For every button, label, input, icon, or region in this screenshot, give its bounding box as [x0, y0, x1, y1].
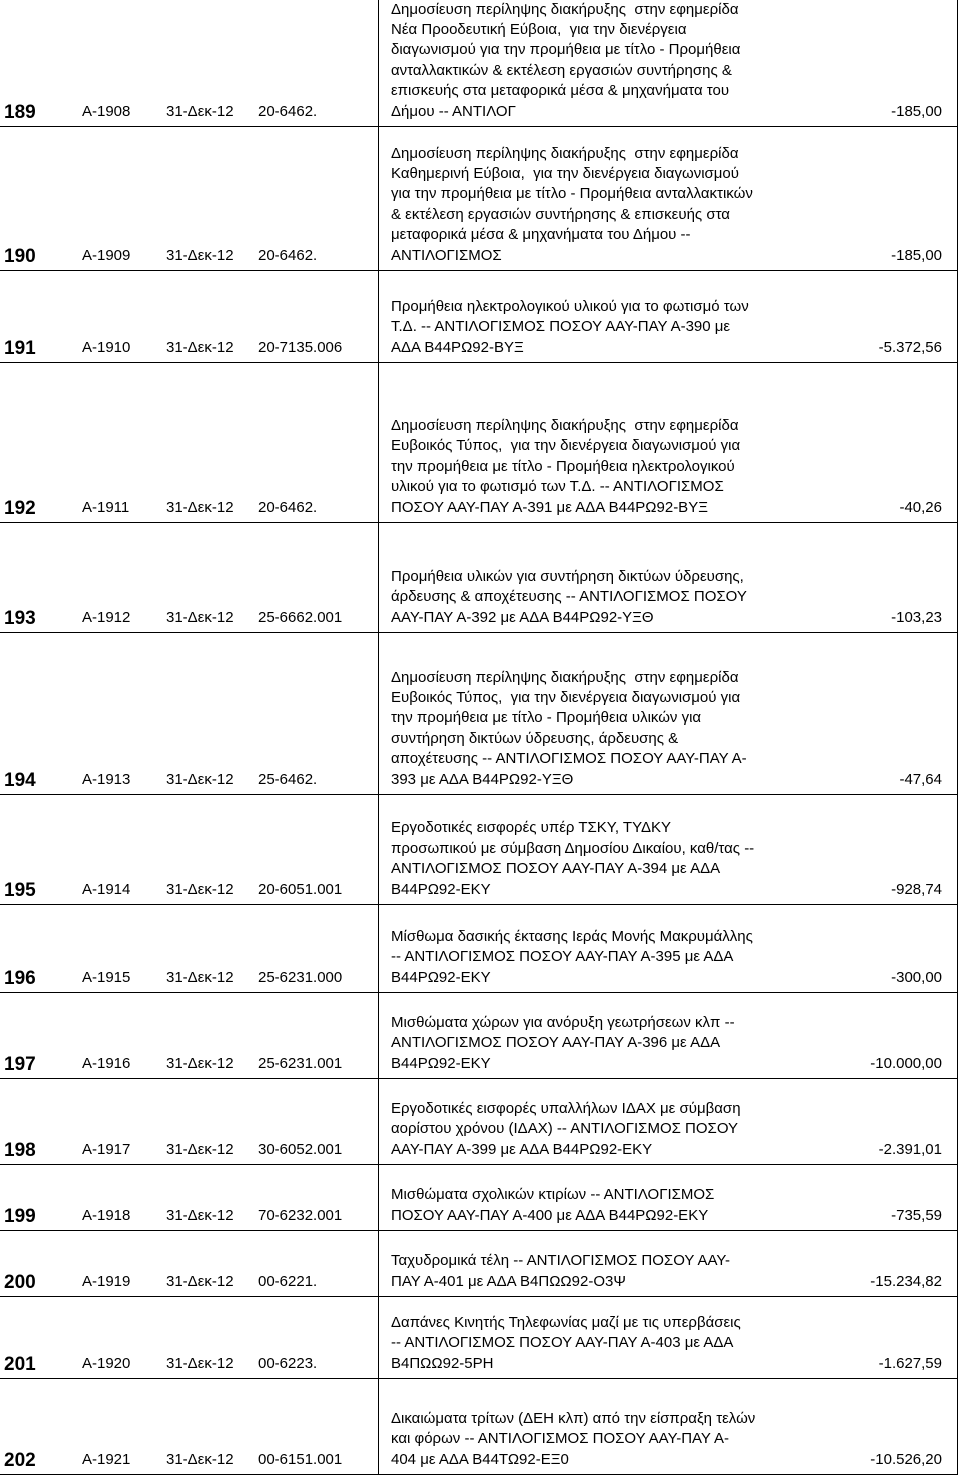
entry-description: Μίσθωμα δασικής έκτασης Ιεράς Μονής Μακρυμάλλης -- ΑΝΤΙΛΟΓΙΣΜΟΣ ΠΟΣΟΥ ΑΑΥ-ΠΑΥ Α-395 με ΑΔΑ Β44ΡΩ92-ΕΚΥ: [391, 927, 753, 986]
entry-date: 31-Δεκ-12: [166, 1451, 234, 1468]
entry-amount: -103,23: [891, 609, 942, 626]
entry-number: 189: [4, 102, 36, 123]
entry-description: Εργοδοτικές εισφορές υπαλλήλων ΙΔΑΧ με σύμβαση αορίστου χρόνου (ΙΔΑΧ) -- ΑΝΤΙΛΟΓΙΣΜΟΣ ΠΟΣΟΥ ΑΑΥ-ΠΑΥ Α-399 με ΑΔΑ Β44ΡΩ92-ΕΚΥ: [391, 1099, 741, 1158]
reference-code: Α-1920: [82, 1355, 131, 1372]
account-code: 00-6151.001: [258, 1451, 343, 1468]
entry-description: Δικαιώματα τρίτων (ΔΕΗ κλπ) από την είσπραξη τελών και φόρων -- ΑΝΤΙΛΟΓΙΣΜΟΣ ΠΟΣΟΥ ΑΑΥ-ΠΑΥ Α- 404 με ΑΔΑ Β44ΤΩ92-ΕΞ0: [391, 1409, 756, 1468]
entry-date: 31-Δεκ-12: [166, 1141, 234, 1158]
entry-number: 194: [4, 770, 36, 791]
entry-amount: -5.372,56: [878, 339, 942, 356]
ledger-row: [0, 904, 958, 993]
ledger-row: [0, 632, 958, 795]
entry-number: 190: [4, 246, 36, 267]
entry-date: 31-Δεκ-12: [166, 1055, 234, 1072]
account-code: 25-6662.001: [258, 609, 343, 626]
entry-number: 198: [4, 1140, 36, 1161]
account-code: 20-7135.006: [258, 339, 343, 356]
account-code: 25-6462.: [258, 771, 318, 788]
reference-code: Α-1910: [82, 339, 131, 356]
entry-amount: -185,00: [891, 247, 942, 264]
reference-code: Α-1916: [82, 1055, 131, 1072]
entry-amount: -40,26: [899, 499, 942, 516]
ledger-row: [0, 1164, 958, 1231]
ledger-row: [0, 362, 958, 523]
entry-amount: -735,59: [891, 1207, 942, 1224]
entry-amount: -300,00: [891, 969, 942, 986]
entry-date: 31-Δεκ-12: [166, 339, 234, 356]
account-code: 25-6231.000: [258, 969, 343, 986]
entry-number: 195: [4, 880, 36, 901]
reference-code: Α-1908: [82, 103, 131, 120]
entry-date: 31-Δεκ-12: [166, 1273, 234, 1290]
entry-description: Δαπάνες Κινητής Τηλεφωνίας μαζί με τις υπερβάσεις -- ΑΝΤΙΛΟΓΙΣΜΟΣ ΠΟΣΟΥ ΑΑΥ-ΠΑΥ Α-403 με ΑΔΑ Β4ΠΩΩ92-5ΡΗ: [391, 1313, 741, 1372]
entry-number: 191: [4, 338, 36, 359]
account-code: 00-6223.: [258, 1355, 318, 1372]
entry-number: 199: [4, 1206, 36, 1227]
entry-date: 31-Δεκ-12: [166, 771, 234, 788]
entry-date: 31-Δεκ-12: [166, 609, 234, 626]
entry-amount: -47,64: [899, 771, 942, 788]
entry-amount: -185,00: [891, 103, 942, 120]
entry-number: 201: [4, 1354, 36, 1375]
entry-number: 200: [4, 1272, 36, 1293]
reference-code: Α-1911: [82, 499, 130, 516]
entry-number: 197: [4, 1054, 36, 1075]
entry-amount: -2.391,01: [878, 1141, 942, 1158]
ledger-row: [0, 794, 958, 905]
entry-description: Εργοδοτικές εισφορές υπέρ ΤΣΚΥ, ΤΥΔΚΥ προσωπικού με σύμβαση Δημοσίου Δικαίου, καθ/τας -- ΑΝΤΙΛΟΓΙΣΜΟΣ ΠΟΣΟΥ ΑΑΥ-ΠΑΥ Α-394 με ΑΔΑ Β44ΡΩ92-ΕΚΥ: [391, 819, 755, 898]
ledger-row: [0, 1230, 958, 1297]
reference-code: Α-1915: [82, 969, 131, 986]
reference-code: Α-1913: [82, 771, 131, 788]
ledger-row: [0, 1078, 958, 1165]
entry-date: 31-Δεκ-12: [166, 881, 234, 898]
account-code: 20-6051.001: [258, 881, 343, 898]
entry-date: 31-Δεκ-12: [166, 499, 234, 516]
entry-description: Δημοσίευση περίληψης διακήρυξης στην εφημερίδα Ευβοικός Τύπος, για την διενέργεια διαγωνισμού για την προμήθεια με τίτλο - Προμήθεια υλικών για συντήρηση δικτύων ύδρευσης, άρδευσης & αποχέτευσης -- ΑΝΤΙΛΟΓΙΣΜΟΣ ΠΟΣΟΥ ΑΑΥ-ΠΑΥ Α- 393 με ΑΔΑ Β44ΡΩ92-ΥΞΘ: [391, 668, 747, 788]
ledger-row: [0, 270, 958, 363]
entry-number: 193: [4, 608, 36, 629]
entry-number: 202: [4, 1450, 36, 1471]
reference-code: Α-1918: [82, 1207, 131, 1224]
entry-date: 31-Δεκ-12: [166, 103, 234, 120]
entry-amount: -1.627,59: [878, 1355, 942, 1372]
reference-code: Α-1909: [82, 247, 131, 264]
account-code: 00-6221.: [258, 1273, 318, 1290]
account-code: 20-6462.: [258, 247, 318, 264]
entry-date: 31-Δεκ-12: [166, 1207, 234, 1224]
ledger-row: [0, 522, 958, 633]
entry-description: Δημοσίευση περίληψης διακήρυξης στην εφημερίδα Καθημερινή Εύβοια, για την διενέργεια διαγωνισμού για την προμήθεια με τίτλο - Προμήθεια ανταλλακτικών & εκτέλεση εργασιών συντήρησης & επισκευής στα μεταφορικά μέσα & μηχανήματα του Δήμου -- ΑΝΤΙΛΟΓΙΣΜΟΣ: [391, 144, 753, 264]
reference-code: Α-1921: [82, 1451, 131, 1468]
entry-description: Μισθώματα χώρων για ανόρυξη γεωτρήσεων κλπ -- ΑΝΤΙΛΟΓΙΣΜΟΣ ΠΟΣΟΥ ΑΑΥ-ΠΑΥ Α-396 με ΑΔΑ Β44ΡΩ92-ΕΚΥ: [391, 1013, 735, 1072]
ledger-row: [0, 126, 958, 271]
entry-amount: -10.526,20: [870, 1451, 942, 1468]
account-code: 25-6231.001: [258, 1055, 343, 1072]
reference-code: Α-1914: [82, 881, 131, 898]
ledger-row: [0, 1296, 958, 1379]
entry-description: Δημοσίευση περίληψης διακήρυξης στην εφημερίδα Ευβοικός Τύπος, για την διενέργεια διαγωνισμού για την προμήθεια με τίτλο - Προμήθεια ηλεκτρολογικού υλικού για το φωτισμό των Τ.Δ. -- ΑΝΤΙΛΟΓΙΣΜΟΣ ΠΟΣΟΥ ΑΑΥ-ΠΑΥ Α-391 με ΑΔΑ Β44ΡΩ92-ΒΥΞ: [391, 416, 741, 516]
ledger-row: [0, 0, 958, 127]
ledger-row: [0, 1378, 958, 1475]
account-code: 30-6052.001: [258, 1141, 343, 1158]
entry-amount: -15.234,82: [870, 1273, 942, 1290]
entry-number: 196: [4, 968, 36, 989]
entry-date: 31-Δεκ-12: [166, 1355, 234, 1372]
entry-date: 31-Δεκ-12: [166, 969, 234, 986]
account-code: 70-6232.001: [258, 1207, 343, 1224]
entry-amount: -928,74: [891, 881, 942, 898]
entry-description: Μισθώματα σχολικών κτιρίων -- ΑΝΤΙΛΟΓΙΣΜΟΣ ΠΟΣΟΥ ΑΑΥ-ΠΑΥ Α-400 με ΑΔΑ Β44ΡΩ92-ΕΚΥ: [391, 1186, 715, 1224]
ledger-row: [0, 992, 958, 1079]
reference-code: Α-1912: [82, 609, 131, 626]
reference-code: Α-1919: [82, 1273, 131, 1290]
reference-code: Α-1917: [82, 1141, 131, 1158]
entry-description: Ταχυδρομικά τέλη -- ΑΝΤΙΛΟΓΙΣΜΟΣ ΠΟΣΟΥ ΑΑΥ- ΠΑΥ Α-401 με ΑΔΑ Β4ΠΩΩ92-Ο3Ψ: [391, 1252, 730, 1290]
account-code: 20-6462.: [258, 103, 318, 120]
entry-number: 192: [4, 498, 36, 519]
account-code: 20-6462.: [258, 499, 318, 516]
entry-description: Δημοσίευση περίληψης διακήρυξης στην εφημερίδα Νέα Προοδευτική Εύβοια, για την διενέργεια διαγωνισμού για την προμήθεια με τίτλο - Προμήθεια ανταλλακτικών & εκτέλεση εργασιών συντήρησης & επισκευής στα μεταφορικά μέσα & μηχανήματα του Δήμου -- ΑΝΤΙΛΟΓ: [391, 0, 741, 120]
entry-amount: -10.000,00: [870, 1055, 942, 1072]
entry-description: Προμήθεια ηλεκτρολογικού υλικού για το φωτισμό των Τ.Δ. -- ΑΝΤΙΛΟΓΙΣΜΟΣ ΠΟΣΟΥ ΑΑΥ-ΠΑΥ Α-390 με ΑΔΑ Β44ΡΩ92-ΒΥΞ: [391, 297, 749, 356]
entry-date: 31-Δεκ-12: [166, 247, 234, 264]
entry-description: Προμήθεια υλικών για συντήρηση δικτύων ύδρευσης, άρδευσης & αποχέτευσης -- ΑΝΤΙΛΟΓΙΣΜΟΣ ΠΟΣΟΥ ΑΑΥ-ΠΑΥ Α-392 με ΑΔΑ Β44ΡΩ92-ΥΞΘ: [391, 567, 747, 626]
